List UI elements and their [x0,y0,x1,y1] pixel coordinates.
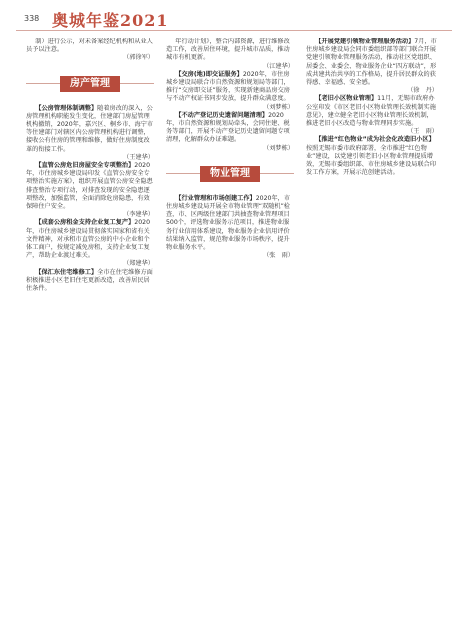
article-paragraph [26,219,154,260]
page-header [16,8,452,32]
article-paragraph [166,195,294,252]
article-heading: 【老旧小区物业管理】 [315,95,378,103]
author-attribution: （刘梦栋） [263,103,294,111]
article-heading: 【行业管理和市场创建工作】 [175,194,256,202]
article-paragraph [26,162,154,211]
article-text: 7月，市住房城乡建设局会同市委组织部等部门联合开展党建引领物业管理服务活动，推动社区党组织、居委会、业委会、物业服务企业“四方联动”，形成共建共治共享的工作格局，提升居民群众的获得感、幸福感、安全感。 [306,38,437,87]
article-text: 制）进行公示，对未备案经纪机构和从业人员予以注意。 [26,38,153,54]
article-heading: 【公房管理体制调整】 [35,104,98,112]
section-banner-property [166,163,294,185]
article-text: 2020年，市住房城乡建设局贯彻落实国家和省有关文件精神，对承租市直管公房的中小企业和个体工商户，按规定减免房租，支持企业复工复产，帮助企业渡过难关。 [26,219,151,260]
article-heading: 【开展党建引领物业管理服务活动】 [315,38,415,45]
section-banner-real-estate [26,73,154,95]
article-heading: 【交房(地)即交证服务】 [175,70,243,78]
banner-line [120,83,154,84]
article-heading: 【成套公房租金支持企业复工复产】 [35,219,135,227]
article-paragraph [26,105,154,154]
article-paragraph [26,269,154,294]
article-text: 全市在住宅维修方面积极推进小区老旧住宅更新改造，改善居民居住条件。 [26,268,153,293]
article-text: 按照无锡市委市政府部署，全市推进“红色物业”建设，以党建引领老旧小区物业管理提质增效，无锡市委组织部、市住房城乡建设局联合印发工作方案，开展示范创建活动。 [306,144,436,177]
author-attribution: （江建华） [263,62,294,70]
author-attribution: （王 雨） [407,128,438,136]
section-banner-label: 物业管理 [200,166,260,182]
author-attribution: （王建华） [123,153,154,161]
column-1 [26,38,154,632]
column-3 [306,38,438,632]
article-paragraph [306,95,438,128]
article-text: 2020年，市自然资源和规划局牵头，会同住建、税务等部门，开展不动产登记历史遗留问题专项清理，化解群众办证难题。 [166,111,290,144]
author-attribution: （徐 丹） [407,87,438,95]
article-paragraph [306,38,438,87]
yearbook-title: 奥城年鉴2021 [52,11,169,30]
article-paragraph [306,136,438,177]
article-text: 11月，无锡市政府办公室印发《市区老旧小区物业管理长效机制实施意见》，建立健全老旧小区物业管理长效机制，推进老旧小区改造与物业管理同步实施。 [306,95,436,128]
banner-line [260,173,294,174]
author-attribution: （李建华） [123,211,154,219]
author-attribution: （郭徐军） [123,54,154,62]
article-paragraph [166,71,294,104]
section-banner-label: 房产管理 [60,76,120,92]
author-attribution: （刘梦栋） [263,144,294,152]
article-paragraph [166,38,294,63]
article-heading: 【直管公房危旧房屋安全专项整治】 [35,162,135,170]
column-2 [166,38,294,632]
author-attribution: （郑建华） [123,260,154,268]
page-number: 338 [24,14,40,23]
article-heading: 【保汇东住宅维修工】 [35,268,98,276]
article-paragraph [166,112,294,145]
article-heading: 【不动产登记历史遗留问题清理】 [175,111,269,119]
banner-line [26,83,60,84]
article-text: 2020年，市住房城乡建设局印发《直管公房安全专项整治实施方案》，组织开展直管公房安全隐患排查整治专项行动，对排查发现的安全隐患逐项整改，加强监管，全面消除危房隐患，有效保障住户安全。 [26,162,153,211]
article-paragraph [26,38,154,54]
article-text: 2020年，市住房城乡建设局联合市自然资源和规划局等部门，推行“交房即交证”服务，实现新建商品房交房与不动产权证书同步发放，提升群众满意度。 [166,70,290,103]
article-text: 年行动计划》，整合内部资源，进行维修改造工作，改善居住环境，提升城市品质，推动城市有机更新。 [166,38,290,62]
article-text: 2020年，市住房城乡建设局开展全市物业管理“双随机”检查，市、区两级住建部门共抽查物业管理项目500个，评选物业服务示范项目，推进物业服务行业信用体系建设，物业服务企业信用评价结果纳入监管，规范物业服务市场秩序，提升物业服务水平。 [166,194,291,252]
article-text: 随着房改的深入，公房管理机构职能发生变化，住建部门房屋管理机构撤销，2020年，嘉兴区、桐乡市、海宁市等住建部门对辖区内公房管理机构进行调整，接收公有住房的管理和维修，做好住房制度改革的衔接工作。 [26,104,154,153]
article-heading: 【推进“红色物业”成为社会化改造旧小区】 [315,136,435,144]
author-attribution: （张 雨） [263,252,294,260]
header-rule [16,30,452,31]
banner-line [166,173,200,174]
